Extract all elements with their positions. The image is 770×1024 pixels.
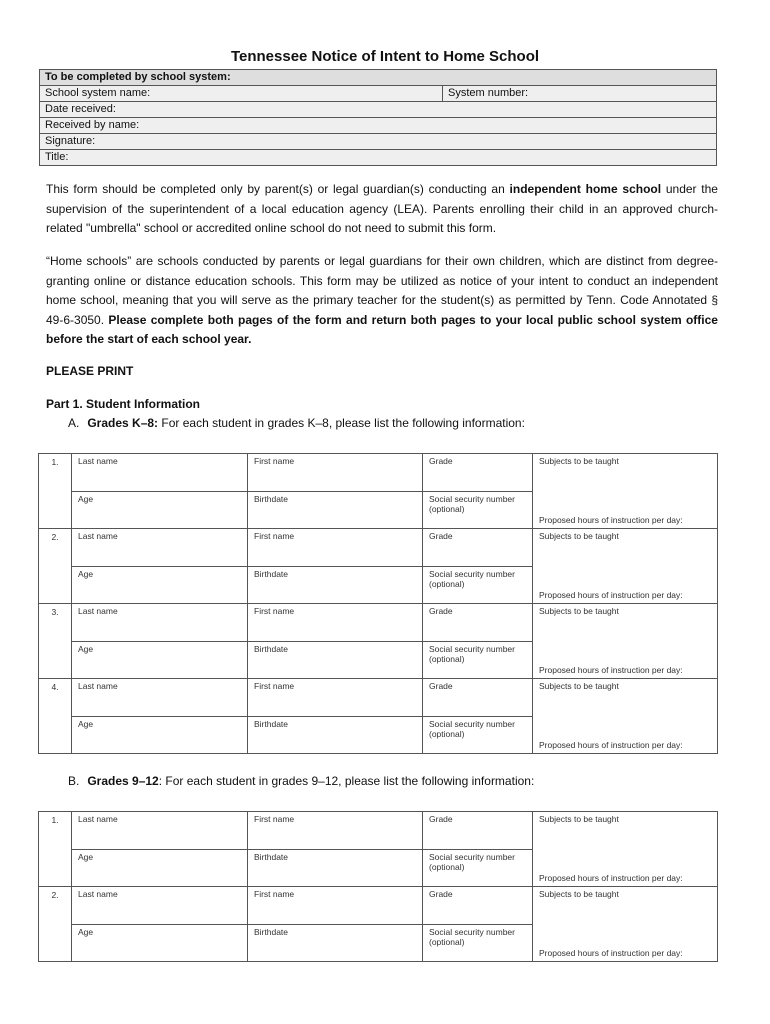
part1-heading: Part 1. Student Information bbox=[46, 397, 201, 411]
received-by-name-field[interactable]: Received by name: bbox=[40, 118, 717, 134]
age-field[interactable]: Age bbox=[72, 925, 248, 962]
birthdate-field[interactable]: Birthdate bbox=[248, 717, 423, 754]
ssn-field[interactable]: Social security number (optional) bbox=[423, 642, 533, 679]
student-number: 2. bbox=[39, 529, 72, 604]
first-name-field[interactable]: First name bbox=[248, 887, 423, 925]
page-title: Tennessee Notice of Intent to Home School bbox=[230, 48, 540, 65]
intro-paragraph-2: “Home schools” are schools conducted by parents or legal guardians for their own children, which are distinct from degree-granting online or distance education schools. This form may be utilized as notice of your intent to conduct an independent home school, meaning that you will serve as the primary teacher for the student(s) as permitted by Tenn. Code Annotated § 49-6-3050. Please complete both pages of the form and return both pages to your local public school system office before the start of each school year. bbox=[46, 254, 718, 346]
grades-k8-table bbox=[38, 453, 718, 754]
subjects-field[interactable] bbox=[533, 529, 718, 604]
birthdate-field[interactable]: Birthdate bbox=[248, 492, 423, 529]
school-system-name-field[interactable]: School system name: bbox=[40, 86, 443, 102]
hours-label: Proposed hours of instruction per day: bbox=[539, 948, 683, 958]
subjects-label: Subjects to be taught bbox=[539, 889, 619, 899]
student-number: 2. bbox=[39, 887, 72, 962]
subjects-field[interactable] bbox=[533, 454, 718, 529]
last-name-field[interactable]: Last name bbox=[72, 529, 248, 567]
subjects-field[interactable] bbox=[533, 679, 718, 754]
subjects-field[interactable] bbox=[533, 887, 718, 962]
grades-9-12-table bbox=[38, 811, 718, 962]
student-row bbox=[39, 604, 718, 642]
last-name-field[interactable]: Last name bbox=[72, 679, 248, 717]
first-name-field[interactable]: First name bbox=[248, 454, 423, 492]
student-row bbox=[39, 454, 718, 492]
section-b-heading: B. Grades 9–12: For each student in grades 9–12, please list the following information: bbox=[68, 774, 535, 788]
age-field[interactable]: Age bbox=[72, 717, 248, 754]
subjects-label: Subjects to be taught bbox=[539, 531, 619, 541]
birthdate-field[interactable]: Birthdate bbox=[248, 850, 423, 887]
section-a-heading: A. Grades K–8: For each student in grades K–8, please list the following information: bbox=[68, 416, 525, 430]
grade-field[interactable]: Grade bbox=[423, 679, 533, 717]
birthdate-field[interactable]: Birthdate bbox=[248, 642, 423, 679]
hours-label: Proposed hours of instruction per day: bbox=[539, 665, 683, 675]
intro-paragraph-1: This form should be completed only by parent(s) or legal guardian(s) conducting an independent home school under the supervision of the superintendent of a local education agency (LEA). Parents enrolling their child in an approved church-related "umbrella" school or accredited online school do not need to submit this form. bbox=[46, 182, 718, 235]
student-number: 1. bbox=[39, 454, 72, 529]
hours-label: Proposed hours of instruction per day: bbox=[539, 873, 683, 883]
grade-field[interactable]: Grade bbox=[423, 812, 533, 850]
hours-label: Proposed hours of instruction per day: bbox=[539, 740, 683, 750]
school-system-header: To be completed by school system: bbox=[40, 70, 717, 86]
subjects-label: Subjects to be taught bbox=[539, 456, 619, 466]
ssn-field[interactable]: Social security number (optional) bbox=[423, 850, 533, 887]
student-number: 1. bbox=[39, 812, 72, 887]
birthdate-field[interactable]: Birthdate bbox=[248, 925, 423, 962]
grade-field[interactable]: Grade bbox=[423, 454, 533, 492]
last-name-field[interactable]: Last name bbox=[72, 812, 248, 850]
last-name-field[interactable]: Last name bbox=[72, 454, 248, 492]
date-received-field[interactable]: Date received: bbox=[40, 102, 717, 118]
grade-field[interactable]: Grade bbox=[423, 887, 533, 925]
subjects-label: Subjects to be taught bbox=[539, 814, 619, 824]
age-field[interactable]: Age bbox=[72, 492, 248, 529]
age-field[interactable]: Age bbox=[72, 850, 248, 887]
grade-field[interactable]: Grade bbox=[423, 529, 533, 567]
ssn-field[interactable]: Social security number (optional) bbox=[423, 567, 533, 604]
student-number: 3. bbox=[39, 604, 72, 679]
first-name-field[interactable]: First name bbox=[248, 679, 423, 717]
student-number: 4. bbox=[39, 679, 72, 754]
hours-label: Proposed hours of instruction per day: bbox=[539, 590, 683, 600]
subjects-label: Subjects to be taught bbox=[539, 681, 619, 691]
ssn-field[interactable]: Social security number (optional) bbox=[423, 492, 533, 529]
title-field[interactable]: Title: bbox=[40, 150, 717, 166]
subjects-field[interactable] bbox=[533, 604, 718, 679]
last-name-field[interactable]: Last name bbox=[72, 887, 248, 925]
grade-field[interactable]: Grade bbox=[423, 604, 533, 642]
subjects-label: Subjects to be taught bbox=[539, 606, 619, 616]
ssn-field[interactable]: Social security number (optional) bbox=[423, 717, 533, 754]
first-name-field[interactable]: First name bbox=[248, 529, 423, 567]
student-row bbox=[39, 679, 718, 717]
first-name-field[interactable]: First name bbox=[248, 604, 423, 642]
school-system-box bbox=[39, 69, 717, 166]
ssn-field[interactable]: Social security number (optional) bbox=[423, 925, 533, 962]
first-name-field[interactable]: First name bbox=[248, 812, 423, 850]
student-row bbox=[39, 529, 718, 567]
birthdate-field[interactable]: Birthdate bbox=[248, 567, 423, 604]
last-name-field[interactable]: Last name bbox=[72, 604, 248, 642]
hours-label: Proposed hours of instruction per day: bbox=[539, 515, 683, 525]
signature-field[interactable]: Signature: bbox=[40, 134, 717, 150]
student-row bbox=[39, 812, 718, 850]
age-field[interactable]: Age bbox=[72, 567, 248, 604]
subjects-field[interactable] bbox=[533, 812, 718, 887]
please-print-label: PLEASE PRINT bbox=[46, 364, 134, 378]
age-field[interactable]: Age bbox=[72, 642, 248, 679]
student-row bbox=[39, 887, 718, 925]
system-number-field[interactable]: System number: bbox=[443, 86, 717, 102]
